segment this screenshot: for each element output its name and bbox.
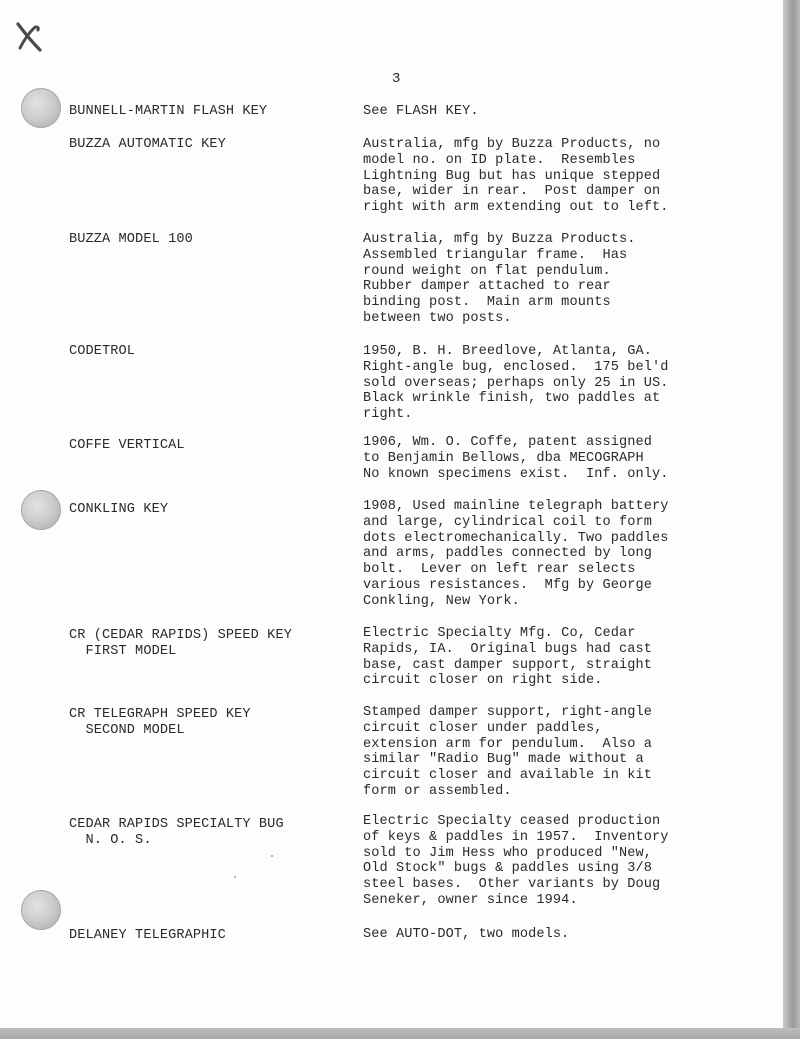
entry-description: Stamped damper support, right-angle circuit closer under paddles, extension arm for pendulum. Also a similar "Radio Bug" made without a circuit closer and available in kit form or assembled.: [363, 705, 653, 799]
entry-term: CR (CEDAR RAPIDS) SPEED KEY FIRST MODEL: [69, 628, 292, 659]
entry-description: Australia, mfg by Buzza Products, no model no. on ID plate. Resembles Lightning Bug but has unique stepped base, wider in rear. Post damper on right with arm extending out to left.: [363, 137, 669, 216]
entry-description: Electric Specialty ceased production of keys & paddles in 1957. Inventory sold to Jim Hess who produced "New, Old Stock" bugs & paddles using 3/8 steel bases. Other variants by Doug Seneker, owner since 1994.: [363, 814, 669, 908]
binder-hole-top: [21, 88, 61, 128]
entry-term: BUZZA MODEL 100: [69, 232, 193, 247]
entry-term: CR TELEGRAPH SPEED KEY SECOND MODEL: [69, 707, 251, 738]
entry-term: CEDAR RAPIDS SPECIALTY BUG N. O. S.: [69, 817, 284, 848]
entry-term: CONKLING KEY: [69, 502, 169, 517]
binder-hole-bottom: [21, 890, 61, 930]
entry-description: 1908, Used mainline telegraph battery and large, cylindrical coil to form dots electromechanically. Two paddles and arms, paddles connected by long bolt. Lever on left rear selects various resistances. Mfg by George Conkling, New York.: [363, 499, 669, 609]
entry-term: CODETROL: [69, 344, 136, 359]
entry-description: 1906, Wm. O. Coffe, patent assigned to Benjamin Bellows, dba MECOGRAPH No known specimens exist. Inf. only.: [363, 435, 669, 482]
scan-speck: [234, 876, 236, 878]
entry-description: See FLASH KEY.: [363, 104, 479, 119]
entry-term: DELANEY TELEGRAPHIC: [69, 928, 226, 943]
page-number: 3: [392, 71, 401, 87]
entry-term: BUZZA AUTOMATIC KEY: [69, 137, 226, 152]
handwritten-x-mark: [12, 18, 46, 54]
entry-term: BUNNELL-MARTIN FLASH KEY: [69, 104, 268, 119]
entry-description: Australia, mfg by Buzza Products. Assembled triangular frame. Has round weight on flat pendulum. Rubber damper attached to rear binding post. Main arm mounts between two posts.: [363, 232, 636, 326]
scan-edge-right: [783, 0, 800, 1039]
scan-speck: [271, 855, 273, 857]
binder-hole-middle: [21, 490, 61, 530]
entry-description: Electric Specialty Mfg. Co, Cedar Rapids, IA. Original bugs had cast base, cast damper support, straight circuit closer on right side.: [363, 626, 653, 689]
scan-edge-bottom: [0, 1028, 800, 1039]
entry-description: 1950, B. H. Breedlove, Atlanta, GA. Right-angle bug, enclosed. 175 bel'd sold overseas; perhaps only 25 in US. Black wrinkle finish, two paddles at right.: [363, 344, 669, 423]
entry-description: See AUTO-DOT, two models.: [363, 927, 570, 942]
entry-term: COFFE VERTICAL: [69, 438, 185, 453]
